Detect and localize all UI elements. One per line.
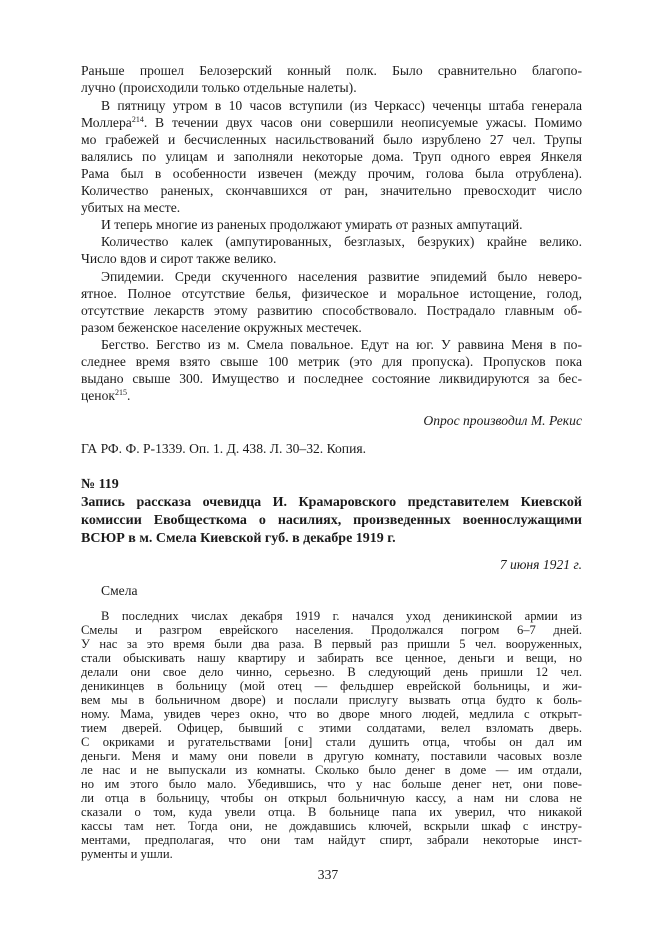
text-line: сказали о том, куда увели отца. В больнице папа их уверил, что никакой xyxy=(81,805,582,819)
text-line: убитых на месте. xyxy=(81,200,181,215)
document-title-line: комиссии Евобщесткома о насилиях, произведенных военнослужащими xyxy=(81,513,582,528)
text-line: ятное. Полное отсутствие белья, физическое и моральное истощение, голод, xyxy=(81,286,582,301)
archive-reference: ГА РФ. Ф. Р-1339. Оп. 1. Д. 438. Л. 30–32. Копия. xyxy=(81,441,366,456)
text-line: деньги. Меня и маму они повели в другую комнату, поставили часовых возле xyxy=(81,749,582,763)
text-line: Число вдов и сирот также велико. xyxy=(81,251,277,266)
text-line: В последних числах декабря 1919 г. начался уход деникинской армии из xyxy=(101,609,582,623)
page-number: 337 xyxy=(317,867,339,882)
text-line: Бегство. Бегство из м. Смела повальное. Едут на юг. У раввина Меня в по- xyxy=(101,337,582,352)
text-line: Смелы и разгром еврейского населения. Продолжался погром 6–7 дней. xyxy=(81,623,582,637)
text-line: мо грабежей и бесчисленных насильствований было изрублено 27 чел. Трупы xyxy=(81,132,582,147)
text-line: ному. Мама, увидев через окно, что во дворе много людей, медлила с открыт- xyxy=(81,707,582,721)
text-line: лучно (происходили только отдельные налеты). xyxy=(81,80,357,95)
text-line: тием дверей. Офицер, бывший с этими солдатами, велел взломать дверь. xyxy=(81,721,582,735)
document-title-line: ВСЮР в м. Смела Киевской губ. в декабре 1919 г. xyxy=(81,531,396,546)
text-line: У нас за это время были два раза. В первый раз пришли 5 чел. вооруженных, xyxy=(81,637,582,651)
signature: Опрос производил М. Рекис xyxy=(423,413,582,428)
text-line: ли отца в больницу, чтобы он открыл больничную кассу, а нам ни слова не xyxy=(81,791,582,805)
text-line: следнее время взято свыше 100 метрик (это для пропуска). Пропусков пока xyxy=(81,354,582,369)
text-line: валялись по улицам и заполняли некоторые дома. Труп одного еврея Янкеля xyxy=(81,149,582,164)
text-line: рументы и ушли. xyxy=(81,847,173,861)
text-line: Количество раненых, скончавшихся от ран, значительно превосходит число xyxy=(81,183,582,198)
text-line: ментами, предполагая, что они там найдут спирт, забрали некоторые инст- xyxy=(81,833,582,847)
text-line: Рама был в особенности извечен (между прочим, голова была отрублена). xyxy=(81,166,582,181)
document-date: 7 июня 1921 г. xyxy=(499,557,582,572)
text-line: Моллера$^{214}$. В течении двух часов они совершили неописуемые ужасы. Помимо xyxy=(81,115,582,130)
text-line: ле нас и не выпускали из комнаты. Сколько было денег в доме — им отдали, xyxy=(81,763,582,777)
document-number: № 119 xyxy=(81,477,119,492)
text-line: но им этого было мало. Убедившись, что у нас больше денег нет, они пове- xyxy=(81,777,582,791)
text-line: делали они свое дело чинно, серьезно. В следующий день пришли 12 чел. xyxy=(81,665,582,679)
text-line: деникинцев в больницу (мой отец — фельдшер еврейской больницы, и жи- xyxy=(81,679,582,693)
text-line: ценок$^{215}$. xyxy=(81,388,131,403)
text-line: выдано свыше 300. Имущество и последнее состояние ликвидируются за бес- xyxy=(81,371,582,386)
text-line: разом беженское население окружных местечек. xyxy=(81,320,362,335)
text-line: В пятницу утром в 10 часов вступили (из Черкасс) чеченцы штаба генерала xyxy=(101,98,582,113)
text-line: И теперь многие из раненых продолжают умирать от разных ампутаций. xyxy=(101,217,523,232)
text-line: отсутствие лекарств этому развитию способствовало. Пострадало главным об- xyxy=(81,303,582,318)
text-line: кассы там нет. Тогда они, не дождавшись ключей, вскрыли шкаф с инстру- xyxy=(81,819,582,833)
place-heading: Смела xyxy=(101,583,138,598)
text-line: С окриками и ругательствами [они] стали душить отца, чтобы он дал им xyxy=(81,735,582,749)
text-line: вем мы в больничном дворе) и послали прислугу вызвать отца будто к боль- xyxy=(81,693,582,707)
document-title-line: Запись рассказа очевидца И. Крамаровского представителем Киевской xyxy=(81,495,582,510)
text-line: Раньше прошел Белозерский конный полк. Было сравнительно благопо- xyxy=(81,63,582,78)
text-line: Эпидемии. Среди скученного населения развитие эпидемий было неверо- xyxy=(101,269,582,284)
text-line: стали обыскивать нашу квартиру и забирать все ценное, деньги и вещи, но xyxy=(81,651,582,665)
text-line: Количество калек (ампутированных, безглазых, безруких) крайне велико. xyxy=(101,234,582,249)
